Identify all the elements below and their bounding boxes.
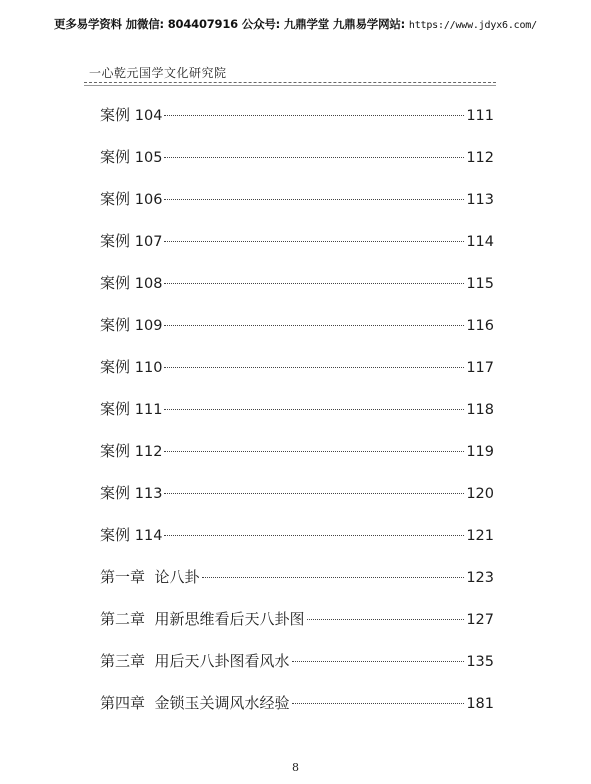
toc-entry-page: 115 [466,276,494,292]
toc-entry-label: 案例 108 [100,274,163,292]
toc-dot-leader [307,619,465,620]
banner-text: 更多易学资料 加微信: 804407916 公众号: 九鼎学堂 九鼎易学网站: [54,17,406,31]
toc-dot-leader [164,325,464,326]
toc-entry-label: 第二章 用新思维看后天八卦图 [100,610,305,628]
toc-dot-leader [164,157,464,158]
toc-dot-leader [164,115,464,116]
toc-entry[interactable] [100,273,494,293]
banner-url[interactable]: https://www.jdyx6.com/ [408,20,537,31]
toc-dot-leader [164,451,464,452]
toc-entry-label: 第一章 论八卦 [100,568,200,586]
toc-entry-page: 121 [466,528,494,544]
toc-dot-leader [292,661,465,662]
table-of-contents [100,0,494,784]
toc-entry-label: 案例 114 [100,526,163,544]
toc-entry[interactable] [100,231,494,251]
toc-entry-page: 112 [466,150,494,166]
toc-entry-page: 111 [466,108,494,124]
toc-entry-label: 案例 111 [100,400,163,418]
toc-dot-leader [164,367,464,368]
toc-entry-label: 案例 107 [100,232,163,250]
toc-entry[interactable] [100,189,494,209]
page-number: 8 [292,761,299,774]
toc-entry-page: 123 [466,570,494,586]
toc-entry[interactable] [100,483,494,503]
toc-entry-label: 第四章 金锁玉关调风水经验 [100,694,290,712]
toc-entry-page: 117 [466,360,494,376]
toc-entry-label: 案例 105 [100,148,163,166]
toc-dot-leader [164,241,464,242]
toc-entry[interactable] [100,399,494,419]
toc-entry[interactable] [100,105,494,125]
toc-entry-label: 第三章 用后天八卦图看风水 [100,652,290,670]
toc-entry[interactable] [100,147,494,167]
toc-entry-page: 127 [466,612,494,628]
toc-dot-leader [292,703,465,704]
toc-entry[interactable] [100,441,494,461]
toc-entry[interactable] [100,357,494,377]
toc-entry-label: 案例 110 [100,358,163,376]
toc-dot-leader [202,577,465,578]
running-header: 一心乾元国学文化研究院 [89,66,227,80]
toc-entry-chapter[interactable] [100,693,494,713]
toc-entry-label: 案例 106 [100,190,163,208]
toc-dot-leader [164,283,464,284]
toc-entry-page: 181 [466,696,494,712]
toc-entry-chapter[interactable] [100,609,494,629]
toc-dot-leader [164,409,464,410]
toc-entry-page: 119 [466,444,494,460]
toc-entry-label: 案例 104 [100,106,163,124]
toc-dot-leader [164,199,464,200]
toc-entry-page: 135 [466,654,494,670]
toc-dot-leader [164,535,464,536]
toc-entry-page: 120 [466,486,494,502]
toc-entry-page: 113 [466,192,494,208]
toc-entry-page: 116 [466,318,494,334]
toc-entry-label: 案例 109 [100,316,163,334]
toc-entry-page: 114 [466,234,494,250]
toc-entry-chapter[interactable] [100,567,494,587]
toc-entry-chapter[interactable] [100,651,494,671]
toc-entry-label: 案例 113 [100,484,163,502]
toc-entry[interactable] [100,525,494,545]
toc-entry-page: 118 [466,402,494,418]
toc-entry-label: 案例 112 [100,442,163,460]
toc-entry[interactable] [100,315,494,335]
toc-dot-leader [164,493,464,494]
